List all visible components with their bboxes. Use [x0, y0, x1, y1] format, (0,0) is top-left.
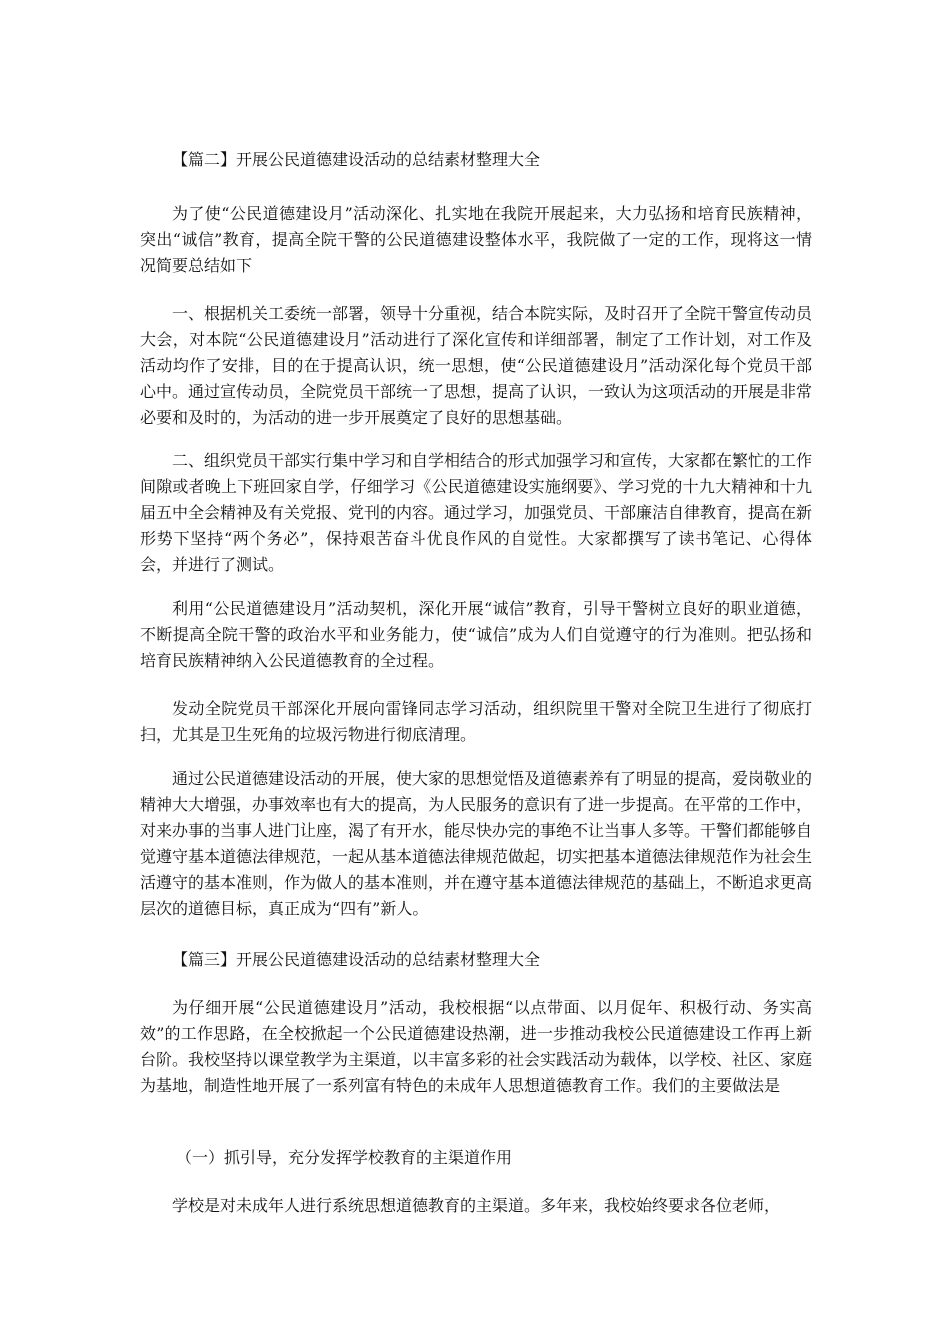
section-heading-2: 【篇二】开展公民道德建设活动的总结素材整理大全 [172, 150, 541, 169]
paragraph: 为了使“公民道德建设月”活动深化、扎实地在我院开展起来，大力弘扬和培育民族精神，突出“诚信”教育，提高全院干警的公民道德建设整体水平，我院做了一定的工作，现将这一情况简要总结如下 [140, 204, 812, 275]
paragraph: 通过公民道德建设活动的开展，使大家的思想觉悟及道德素养有了明显的提高，爱岗敬业的精神大大增强，办事效率也有大的提高，为人民服务的意识有了进一步提高。在平常的工作中，对来办事的当事人进门让座，渴了有开水，能尽快办完的事绝不让当事人多等。干警们都能够自觉遵守基本道德法律规范，一起从基本道德法律规范做起，切实把基本道德法律规范作为社会生活遵守的基本准则，作为做人的基本准则，并在遵守基本道德法律规范的基础上，不断追求更高层次的道德目标，真正成为“四有”新人。 [140, 769, 813, 918]
subsection-heading: （一）抓引导，充分发挥学校教育的主渠道作用 [176, 1148, 513, 1167]
paragraph: 利用“公民道德建设月”活动契机，深化开展“诚信”教育，引导干警树立良好的职业道德，不断提高全院干警的政治水平和业务能力，使“诚信”成为人们自觉遵守的行为准则。把弘扬和培育民族精神纳入公民道德教育的全过程。 [140, 599, 812, 670]
section-heading-3: 【篇三】开展公民道德建设活动的总结素材整理大全 [172, 950, 541, 969]
paragraph: 为仔细开展“公民道德建设月”活动，我校根据“以点带面、以月促年、积极行动、务实高效”的工作思路，在全校掀起一个公民道德建设热潮，进一步推动我校公民道德建设工作再上新台阶。我校坚持以课堂教学为主渠道，以丰富多彩的社会实践活动为载体，以学校、社区、家庭为基地，制造性地开展了一系列富有特色的未成年人思想道德教育工作。我们的主要做法是 [140, 998, 813, 1095]
paragraph: 二、组织党员干部实行集中学习和自学相结合的形式加强学习和宣传，大家都在繁忙的工作间隙或者晚上下班回家自学，仔细学习《公民道德建设实施纲要》、学习党的十九大精神和十九届五中全会精神及有关党报、党刊的内容。通过学习，加强党员、干部廉洁自律教育，提高在新形势下坚持“两个务必”，保持艰苦奋斗优良作风的自觉性。大家都撰写了读书笔记、心得体会，并进行了测试。 [140, 451, 813, 574]
paragraph: 发动全院党员干部深化开展向雷锋同志学习活动，组织院里干警对全院卫生进行了彻底打扫，尤其是卫生死角的垃圾污物进行彻底清理。 [140, 699, 812, 744]
paragraph: 一、根据机关工委统一部署，领导十分重视，结合本院实际，及时召开了全院干警宣传动员大会，对本院“公民道德建设月”活动进行了深化宣传和详细部署，制定了工作计划，对工作及活动均作了安排，目的在于提高认识，统一思想，使“公民道德建设月”活动深化每个党员干部心中。通过宣传动员，全院党员干部统一了思想，提高了认识，一致认为这项活动的开展是非常必要和及时的，为活动的进一步开展奠定了良好的思想基础。 [140, 304, 813, 427]
paragraph: 学校是对未成年人进行系统思想道德教育的主渠道。多年来，我校始终要求各位老师， [172, 1196, 781, 1215]
